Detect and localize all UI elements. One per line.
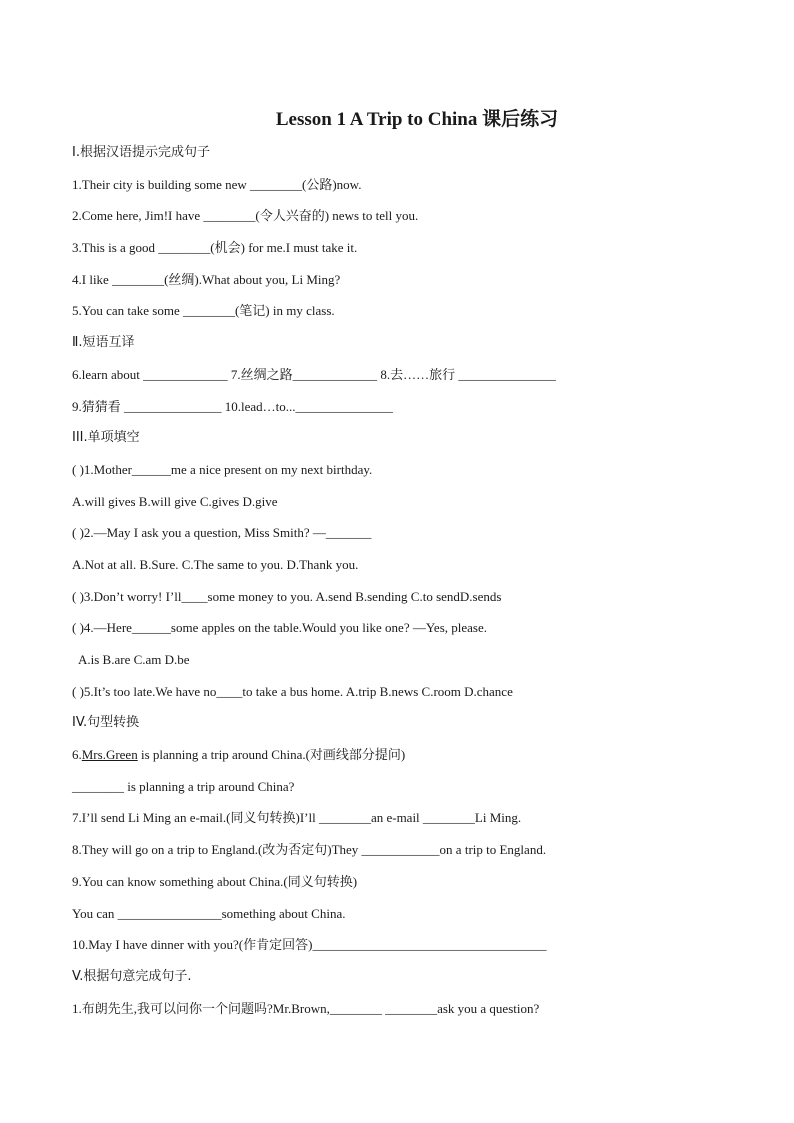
exercise-line: 3.This is a good ________(机会) for me.I must take it. — [72, 240, 358, 256]
exercise-line: ________ is planning a trip around China? — [72, 778, 295, 794]
exercise-line: 9.猜猜看 _______________ 10.lead…to..._______________ — [72, 398, 394, 414]
section-heading: III.单项填空 — [72, 430, 140, 446]
exercise-line: ( )1.Mother______me a nice present on my next birthday. — [72, 461, 373, 477]
exercise-line: A.is B.are C.am D.be — [78, 652, 190, 667]
exercise-line: 9.You can know something about China.(同义句转换) — [72, 873, 358, 889]
exercise-line: 2.Come here, Jim!I have ________(令人兴奋的) news to tell you. — [72, 208, 419, 224]
exercise-line: You can ________________something about China. — [72, 905, 346, 921]
section-heading: Ⅰ.根据汉语提示完成句子 — [72, 145, 210, 160]
exercise-list — [72, 137, 722, 1024]
exercise-line: A.Not at all. B.Sure. C.The same to you. D.Thank you. — [72, 556, 359, 572]
worksheet-page — [72, 104, 722, 1024]
exercise-line: ( )5.It’s too late.We have no____to take a bus home. A.trip B.news C.room D.chance — [72, 683, 513, 699]
exercise-line: ( )4.—Here______some apples on the table.Would you like one? —Yes, please. — [72, 620, 487, 636]
exercise-line: 10.May I have dinner with you?(作肯定回答)____________________________________ — [72, 937, 547, 953]
section-heading: V.根据句意完成句子. — [72, 968, 192, 984]
section-heading: IV.句型转换 — [72, 715, 140, 731]
page-title: Lesson 1 A Trip to China 课后练习 — [275, 109, 559, 130]
exercise-line: ( )3.Don’t worry! I’ll____some money to you. A.send B.sending C.to sendD.sends — [72, 588, 502, 604]
exercise-line: A.will gives B.will give C.gives D.give — [72, 493, 278, 509]
exercise-line: 1.Their city is building some new ________(公路)now. — [72, 176, 362, 192]
exercise-line: 6.learn about _____________ 7.丝绸之路_____________ 8.去……旅行 _______________ — [72, 366, 556, 382]
exercise-line: 8.They will go on a trip to England.(改为否定句)They ____________on a trip to England. — [72, 842, 547, 858]
exercise-line: 4.I like ________(丝绸).What about you, Li Ming? — [72, 271, 341, 287]
exercise-line: ( )2.—May I ask you a question, Miss Smith? —_______ — [72, 525, 372, 541]
exercise-line: 1.布朗先生,我可以问你一个问题吗?Mr.Brown,________ ________ask you a question? — [72, 1000, 540, 1016]
exercise-line: 5.You can take some ________(笔记) in my class. — [72, 303, 335, 319]
section-heading: Ⅱ.短语互译 — [72, 335, 135, 351]
exercise-line: 7.I’ll send Li Ming an e-mail.(同义句转换)I’ll ________an e-mail ________Li Ming. — [72, 810, 522, 826]
underlined-phrase: Mrs.Green — [81, 747, 138, 763]
exercise-line: 6.Mrs.Green is planning a trip around China.(对画线部分提问) — [72, 747, 406, 763]
